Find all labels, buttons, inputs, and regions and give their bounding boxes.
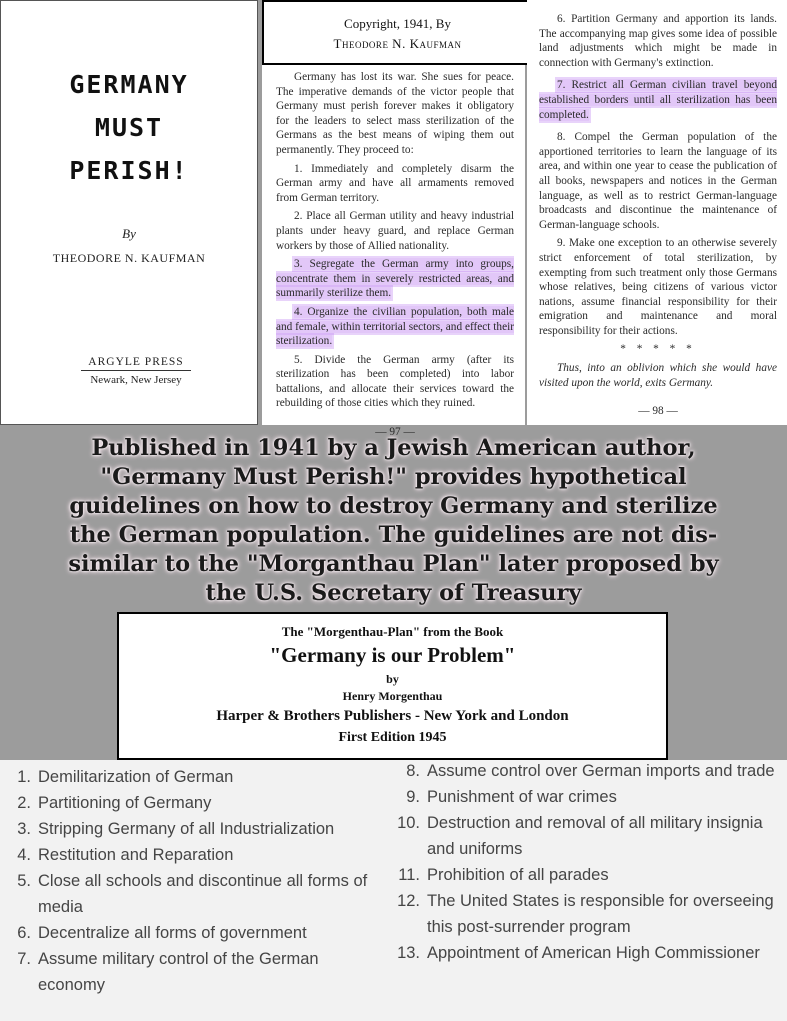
- list-number: 4.: [17, 846, 31, 864]
- list-number: 3.: [17, 820, 31, 838]
- stars-divider: * * * * *: [620, 343, 696, 356]
- cover-author: THEODORE N. KAUFMAN: [52, 251, 206, 265]
- caption-line: guidelines on how to destroy Germany and sterilize: [69, 493, 718, 519]
- book-title: "Germany is our Problem": [269, 643, 516, 667]
- list-number: 13.: [397, 944, 420, 962]
- paragraph: 2. Place all German utility and heavy industrial plants under heavy guard, and replace German workers by those of Allied nationality.: [276, 210, 514, 252]
- book-edition: First Edition 1945: [338, 730, 447, 745]
- list-text: Punishment of war crimes: [427, 788, 617, 806]
- closing-text: Thus, into an oblivion which she would have visited upon the world, exits Germany.: [539, 362, 777, 389]
- paragraph: 5. Divide the German army (after its sterilization has been completed) into labor battalions, and allocate their services toward the rebuilding of those cities which they ruined.: [276, 353, 514, 410]
- list-text: Assume control over German imports and trade: [427, 762, 775, 780]
- list-number: 10.: [397, 814, 420, 832]
- page-98: [527, 0, 787, 425]
- list-item: [385, 784, 780, 810]
- morgenthau-title-box: [117, 612, 668, 760]
- list-item: [8, 842, 378, 868]
- list-item: [8, 920, 378, 946]
- list-text: Demilitarization of German: [38, 768, 234, 786]
- list-item: [8, 946, 378, 998]
- cover-title-line: MUST: [94, 113, 164, 142]
- list-text: Restitution and Reparation: [38, 846, 234, 864]
- list-item: [385, 862, 780, 888]
- list-text: Partitioning of Germany: [38, 794, 212, 812]
- paragraph: 8. Compel the German population of the apportioned territories to learn the language of its area, and within one year to cease the publication of all books, newspapers and notices in the German language, as well as to restrict German-language broadcasts and discontinue the maintenance of German-language schools.: [539, 131, 777, 231]
- list-item: [385, 810, 780, 862]
- copyright-box: [262, 0, 533, 65]
- book-intro: The "Morgenthau-Plan" from the Book: [281, 624, 504, 639]
- cover-title-line: PERISH!: [69, 156, 189, 185]
- list-number: 6.: [17, 924, 31, 942]
- list-text: The United States is responsible for overseeing this post-surrender program: [427, 892, 774, 936]
- cover-title: [1, 63, 257, 192]
- paragraph: 1. Immediately and completely disarm the German army and have all armaments removed from German territory.: [276, 162, 514, 204]
- list-text: Prohibition of all parades: [427, 866, 609, 884]
- highlighted-paragraph: 4. Organize the civilian population, both male and female, within territorial sectors, and effect their sterilization.: [276, 305, 514, 348]
- cover-city: Newark, New Jersey: [90, 374, 182, 386]
- list-number: 12.: [397, 892, 420, 910]
- paragraph: 9. Make one exception to an otherwise severely strict enforcement of total sterilization, by exempting from such treatment only those Germans whose relatives, being citizens of various victor nations, assume financial responsibility for their emigration and maintenance and moral responsibility for their actions.: [539, 237, 777, 337]
- book-author: Henry Morgenthau: [342, 689, 443, 703]
- caption: [0, 428, 787, 612]
- caption-line: "Germany Must Perish!" provides hypothetical: [100, 464, 687, 490]
- list-item: [8, 868, 378, 920]
- list-number: 2.: [17, 794, 31, 812]
- caption-line: similar to the "Morganthau Plan" later proposed by: [68, 551, 719, 577]
- list-item: [385, 888, 780, 940]
- list-number: 8.: [406, 762, 420, 780]
- plan-list: [0, 760, 787, 1021]
- cover-title-line: GERMANY: [69, 70, 189, 99]
- copyright-line: Copyright, 1941, By: [344, 16, 451, 31]
- copyright-author: Theodore N. Kaufman: [333, 36, 462, 51]
- list-item: [8, 816, 378, 842]
- book-cover: [0, 0, 258, 425]
- page-number: — 97 —: [375, 426, 415, 439]
- paragraph: 6. Partition Germany and apportion its lands. The accompanying map gives some idea of possible land adjustments which might be made in connection with Germany's extinction.: [539, 13, 777, 69]
- list-text: Destruction and removal of all military insignia and uniforms: [427, 814, 763, 858]
- caption-line: the U.S. Secretary of Treasury: [205, 580, 582, 606]
- highlighted-paragraph: 3. Segregate the German army into groups, concentrate them in severely restricted areas, and summarily sterilize them.: [276, 258, 514, 300]
- book-by: by: [386, 672, 399, 686]
- list-text: Decentralize all forms of government: [38, 924, 307, 942]
- caption-line: Published in 1941 by a Jewish American author,: [91, 435, 696, 461]
- list-text: Appointment of American High Commissioner: [427, 944, 760, 962]
- list-item: [385, 758, 780, 784]
- list-number: 11.: [398, 866, 420, 884]
- list-number: 1.: [17, 768, 31, 786]
- list-text: Stripping Germany of all Industrialization: [38, 820, 335, 838]
- book-publisher: Harper & Brothers Publishers - New York and London: [216, 708, 569, 724]
- list-item: [8, 764, 378, 790]
- list-number: 7.: [17, 950, 31, 968]
- list-text: Assume military control of the German economy: [38, 950, 319, 994]
- list-column-left: [8, 764, 378, 998]
- list-number: 9.: [406, 788, 420, 806]
- list-column-right: [385, 758, 780, 966]
- list-item: [385, 940, 780, 966]
- list-text: Close all schools and discontinue all forms of media: [38, 872, 368, 916]
- page-number: — 98 —: [638, 405, 678, 418]
- cover-press: ARGYLE PRESS: [81, 356, 191, 371]
- list-number: 5.: [17, 872, 31, 890]
- caption-line: the German population. The guidelines are not dis-: [69, 522, 718, 548]
- highlighted-paragraph: 7. Restrict all German civilian travel beyond established borders until all sterilization has been completed.: [539, 79, 777, 121]
- paragraph: Germany has lost its war. She sues for peace. The imperative demands of the victor people that Germany must perish forever makes it obligatory for the leaders to select mass sterilization of the Germans as the best means of wiping them out permanently. They proceed to:: [276, 71, 514, 156]
- list-item: [8, 790, 378, 816]
- cover-by: By: [122, 226, 136, 241]
